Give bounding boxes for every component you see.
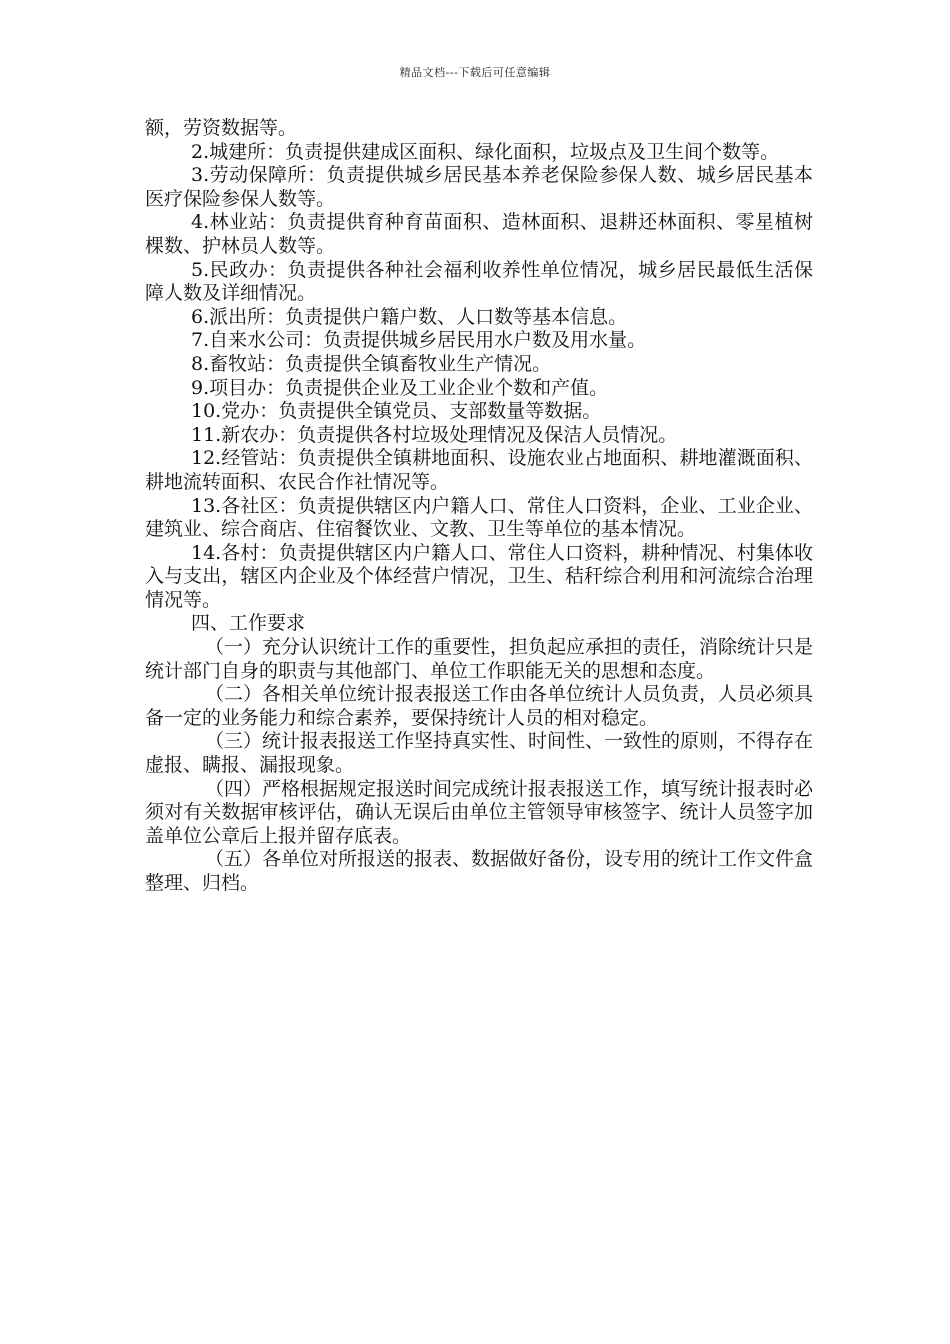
- item-paragraph: 5.民政办：负责提供各种社会福利收养性单位情况，城乡居民最低生活保障人数及详细情况。: [145, 258, 813, 305]
- item-paragraph: 3.劳动保障所：负责提供城乡居民基本养老保险参保人数、城乡居民基本医疗保险参保人数等。: [145, 164, 813, 210]
- requirement-paragraph: （五）各单位对所报送的报表、数据做好备份，设专用的统计工作文件盒整理、归档。: [145, 848, 814, 894]
- requirement-paragraph: （四）严格根据规定报送时间完成统计报表报送工作，填写统计报表时必须对有关数据审核评估，确认无误后由单位主管领导审核签字、统计人员签字加盖单位公章后上报并留存底表。: [145, 777, 814, 847]
- item-paragraph: 10.党办：负责提供全镇党员、支部数量等数据。: [191, 400, 602, 423]
- item-paragraph: 6.派出所：负责提供户籍户数、人口数等基本信息。: [191, 305, 628, 328]
- continuation-paragraph: 额，劳资数据等。: [145, 117, 298, 139]
- item-paragraph: 8.畜牧站：负责提供全镇畜牧业生产情况。: [191, 352, 552, 375]
- item-paragraph: 12.经管站：负责提供全镇耕地面积、设施农业占地面积、耕地灌溉面积、耕地流转面积、农民合作社情况等。: [145, 447, 813, 493]
- requirement-paragraph: （二）各相关单位统计报表报送工作由各单位统计人员负责，人员必须具备一定的业务能力和综合素养，要保持统计人员的相对稳定。: [145, 683, 814, 729]
- item-paragraph: 2.城建所：负责提供建成区面积、绿化面积，垃圾点及卫生间个数等。: [191, 140, 780, 163]
- item-paragraph: 13.各社区：负责提供辖区内户籍人口、常住人口资料，企业、工业企业、建筑业、综合商店、住宿餐饮业、文教、卫生等单位的基本情况。: [145, 494, 813, 541]
- item-paragraph: 4.林业站：负责提供育种育苗面积、造林面积、退耕还林面积、零星植树棵数、护林员人数等。: [145, 211, 813, 257]
- item-paragraph: 9.项目办：负责提供企业及工业企业个数和产值。: [191, 376, 609, 399]
- item-paragraph: 7.自来水公司：负责提供城乡居民用水户数及用水量。: [191, 329, 647, 352]
- requirement-paragraph: （一）充分认识统计工作的重要性，担负起应承担的责任，消除统计只是统计部门自身的职责与其他部门、单位工作职能无关的思想和态度。: [145, 636, 814, 682]
- requirement-paragraph: （三）统计报表报送工作坚持真实性、时间性、一致性的原则，不得存在虚报、瞒报、漏报现象。: [145, 730, 814, 777]
- item-paragraph: 11.新农办：负责提供各村垃圾处理情况及保洁人员情况。: [191, 423, 678, 446]
- item-paragraph: 14.各村：负责提供辖区内户籍人口、常住人口资料，耕种情况、村集体收入与支出，辖区内企业及个体经营户情况，卫生、秸秆综合利用和河流综合治理情况等。: [145, 541, 813, 611]
- document-body: [145, 117, 813, 896]
- section-title: 四、工作要求: [191, 612, 306, 635]
- page-header: 精品文档---下载后可任意编辑: [399, 66, 551, 79]
